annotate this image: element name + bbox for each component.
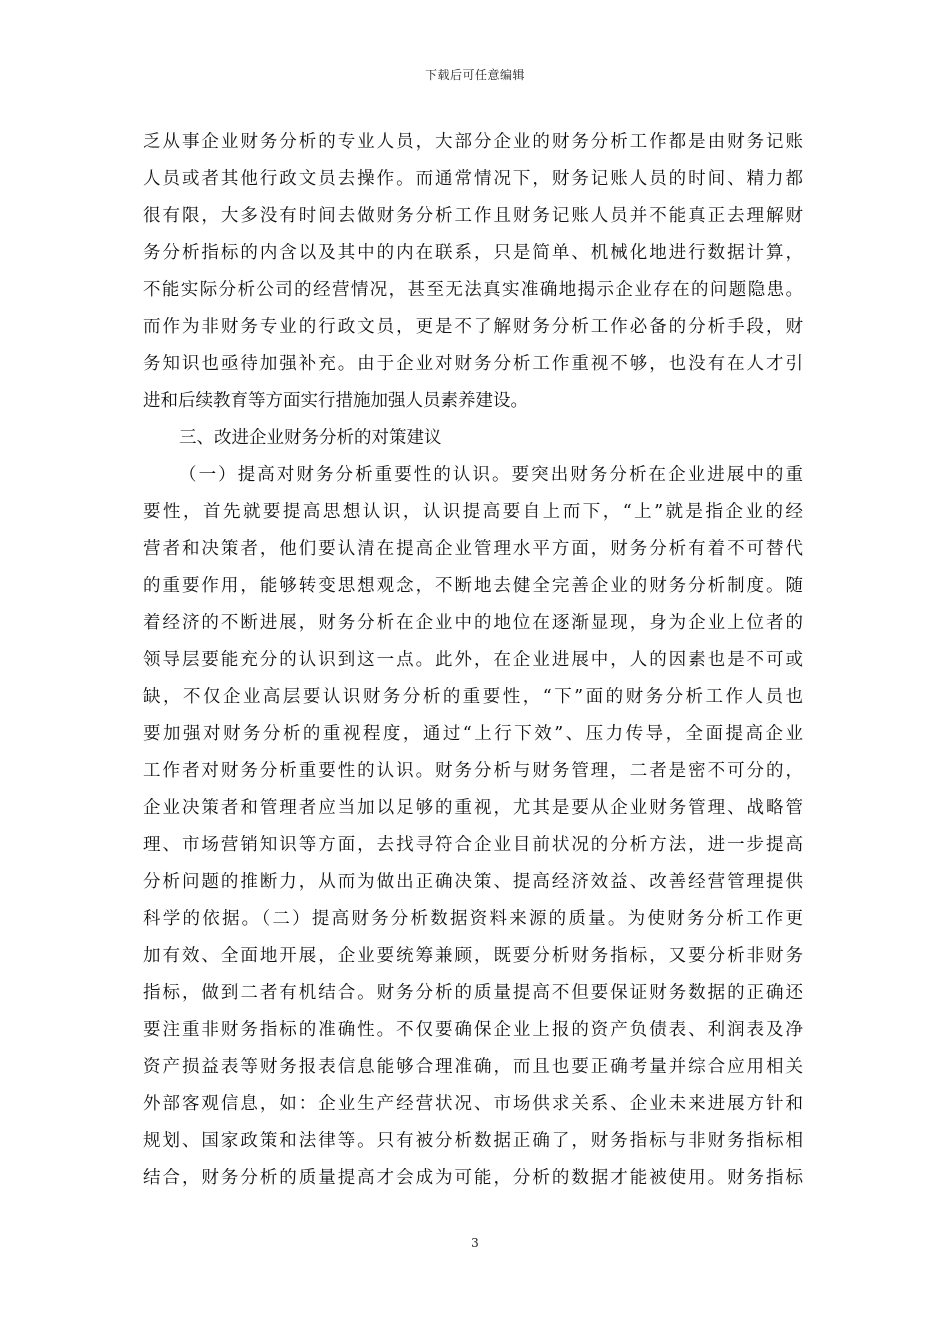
text-line: （一）提高对财务分析重要性的认识。要突出财务分析在企业进展中的重 (179, 465, 803, 485)
text-line: 科学的依据。（二）提高财务分析数据资料来源的质量。为使财务分析工作更 (143, 909, 803, 929)
text-line: 务分析指标的内含以及其中的内在联系，只是简单、机械化地进行数据计算， (143, 243, 803, 263)
text-line: 加有效、全面地开展，企业要统筹兼顾，既要分析财务指标，又要分析非财务 (143, 946, 803, 966)
section-heading: 三、改进企业财务分析的对策建议 (179, 428, 442, 448)
text-line: 工作者对财务分析重要性的认识。财务分析与财务管理，二者是密不可分的， (143, 761, 803, 781)
text-line: 外部客观信息，如：企业生产经营状况、市场供求关系、企业未来进展方针和 (143, 1094, 803, 1114)
text-line: 企业决策者和管理者应当加以足够的重视，尤其是要从企业财务管理、战略管 (143, 798, 803, 818)
text-line: 不能实际分析公司的经营情况，甚至无法真实准确地揭示企业存在的问题隐患。 (143, 280, 803, 300)
text-line: 缺，不仅企业高层要认识财务分析的重要性，“下”面的财务分析工作人员也 (143, 687, 803, 707)
text-line: 规划、国家政策和法律等。只有被分析数据正确了，财务指标与非财务指标相 (143, 1131, 803, 1151)
text-line: 营者和决策者，他们要认清在提高企业管理水平方面，财务分析有着不可替代 (143, 539, 803, 559)
text-line: 务知识也亟待加强补充。由于企业对财务分析工作重视不够，也没有在人才引 (143, 354, 803, 374)
page-number: 3 (471, 1236, 479, 1250)
text-line: 进和后续教育等方面实行措施加强人员素养建设。 (143, 391, 528, 411)
text-line: 结合，财务分析的质量提高才会成为可能，分析的数据才能被使用。财务指标 (143, 1168, 803, 1188)
text-line: 领导层要能充分的认识到这一点。此外，在企业进展中，人的因素也是不可或 (143, 650, 803, 670)
text-line: 要加强对财务分析的重视程度，通过“上行下效”、压力传导，全面提高企业 (143, 724, 803, 744)
page-header: 下载后可任意编辑 (424, 68, 525, 82)
text-line: 资产损益表等财务报表信息能够合理准确，而且也要正确考量并综合应用相关 (143, 1057, 803, 1077)
paragraph (143, 124, 803, 420)
text-line: 要性，首先就要提高思想认识，认识提高要自上而下，“上”就是指企业的经 (143, 502, 803, 522)
text-line: 分析问题的推断力，从而为做出正确决策、提高经济效益、改善经营管理提供 (143, 872, 803, 892)
text-line: 理、市场营销知识等方面，去找寻符合企业目前状况的分析方法，进一步提高 (143, 835, 803, 855)
text-line: 着经济的不断进展，财务分析在企业中的地位在逐渐显现，身为企业上位者的 (143, 613, 803, 633)
paragraph (143, 457, 803, 1197)
text-line: 要注重非财务指标的准确性。不仅要确保企业上报的资产负债表、利润表及净 (143, 1020, 803, 1040)
text-line: 而作为非财务专业的行政文员，更是不了解财务分析工作必备的分析手段，财 (143, 317, 803, 337)
document-body (143, 124, 803, 1197)
text-line: 的重要作用，能够转变思想观念，不断地去健全完善企业的财务分析制度。随 (143, 576, 803, 596)
text-line: 人员或者其他行政文员去操作。而通常情况下，财务记账人员的时间、精力都 (143, 169, 803, 189)
text-line: 乏从事企业财务分析的专业人员，大部分企业的财务分析工作都是由财务记账 (143, 132, 803, 152)
text-line: 指标，做到二者有机结合。财务分析的质量提高不但要保证财务数据的正确还 (143, 983, 803, 1003)
text-line: 很有限，大多没有时间去做财务分析工作且财务记账人员并不能真正去理解财 (143, 206, 803, 226)
